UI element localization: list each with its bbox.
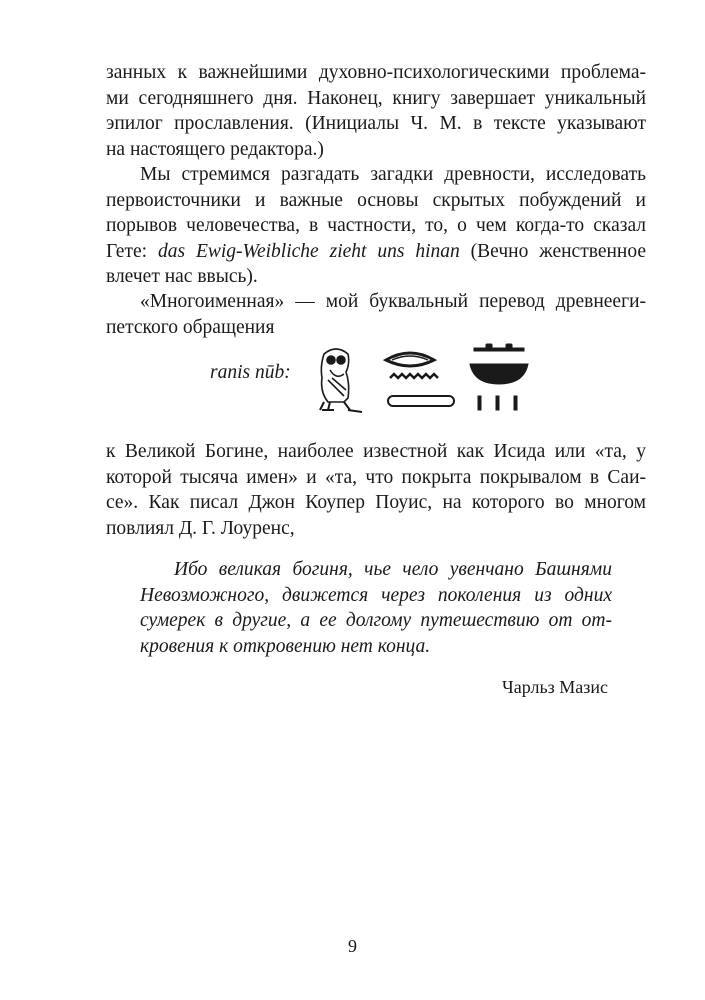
text-line: порывов человечества, в частности, то, о чем когда-то сказал (106, 215, 646, 236)
text-line: на настоящего редактора.) (106, 138, 324, 160)
german-quote: das Ewig-Weibliche zieht uns hinan (157, 240, 460, 262)
transliteration-label: ranis nūb: (210, 362, 291, 383)
paragraph-1 (106, 60, 646, 162)
text-fragment: (Вечно женственное (459, 240, 646, 262)
quote-line: Невозможного, движется через поколения из одних (140, 584, 612, 606)
text-line: влечет нас ввысь). (106, 266, 258, 287)
quote-line: кровения к откровению нет конца. (140, 635, 431, 657)
text-line: «Многоименная» — мой буквальный перевод древнееги- (140, 291, 646, 312)
text-line: к Великой Богине, наиболее известной как Исида или «та, у (106, 441, 646, 462)
text-line: повлиял Д. Г. Лоуренс, (106, 517, 295, 539)
quote-line: Ибо великая богиня, чье чело увенчано Башнями (174, 559, 612, 580)
quote-line: сумерек в другие, а ее долгому путешествию от от- (140, 610, 612, 631)
paragraph-4 (106, 439, 646, 541)
necklace-hieroglyph (470, 344, 528, 410)
hieroglyphs-image (310, 340, 540, 420)
text-line: ми сегодняшнего дня. Наконец, книгу завершает уникальный (106, 87, 646, 109)
paragraph-3 (106, 289, 646, 340)
paragraph-2 (106, 162, 646, 290)
water-hieroglyph (390, 374, 438, 378)
block-quote (140, 557, 612, 659)
text-fragment: Гете: (106, 240, 158, 262)
text-line: эпилог прославления. (Инициалы Ч. М. в тексте указывают (106, 113, 646, 134)
text-line: петского обращения (106, 316, 275, 338)
text-line: первоисточники и важные основы скрытых побуждений и (106, 189, 646, 211)
text-line-with-quote (106, 239, 646, 265)
page-number: 9 (348, 936, 357, 956)
text-line: занных к важнейшими духовно-психологическими проблема- (106, 62, 646, 83)
owl-hieroglyph (320, 349, 362, 412)
text-line: которой тысяча имен» и «та, что покрыта покрывалом в Саи- (106, 466, 646, 488)
hieroglyph-row (0, 340, 705, 420)
text-line: се». Как писал Джон Коупер Поуис, на которого во многом (106, 492, 646, 513)
text-line: Мы стремимся разгадать загадки древности, исследовать (140, 164, 646, 185)
quote-attribution: Чарльз Мазис (502, 677, 608, 697)
rope-hieroglyph (388, 396, 454, 406)
